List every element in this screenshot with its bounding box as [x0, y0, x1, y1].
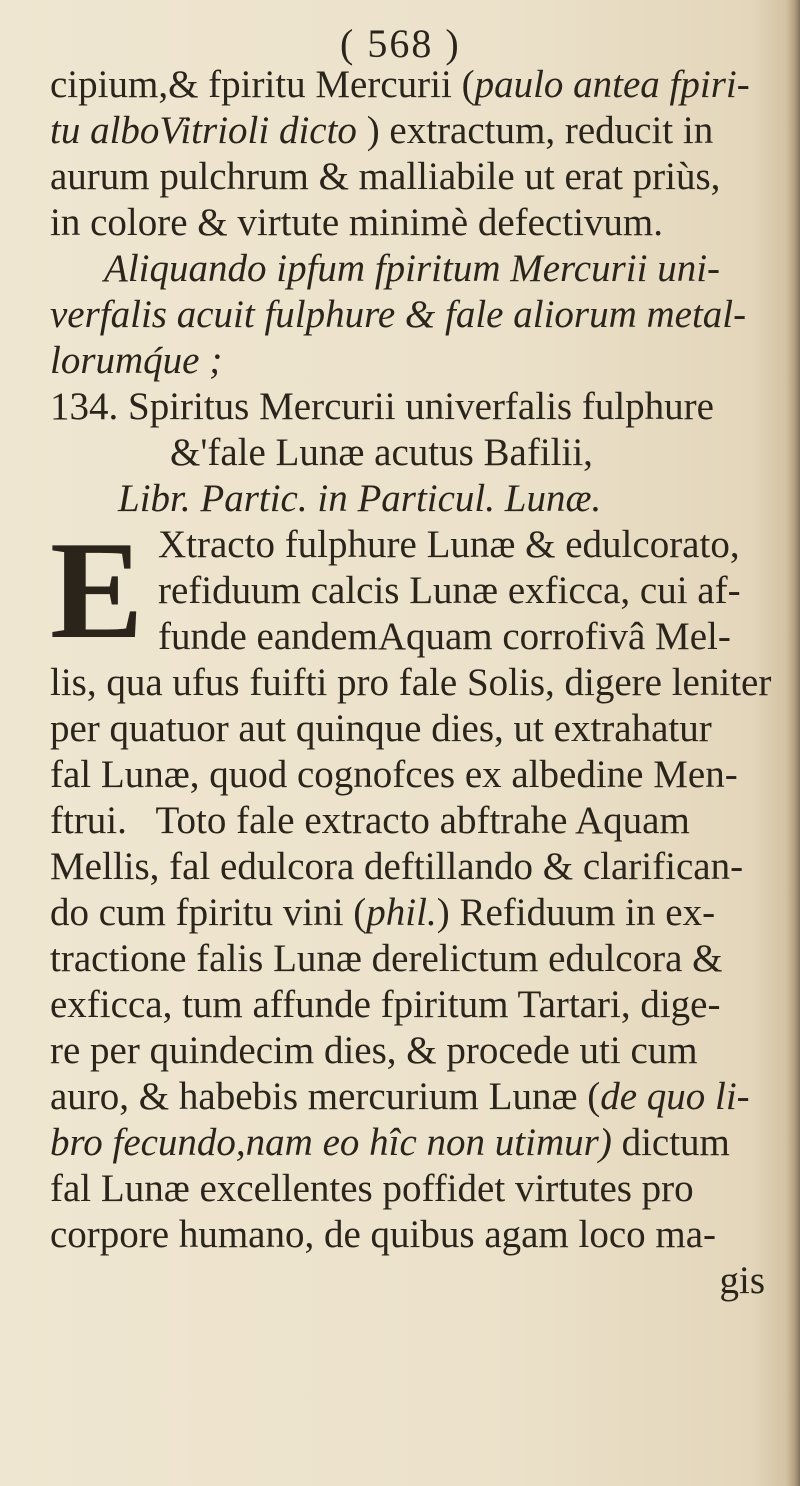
page-text — [50, 62, 795, 1304]
text-line: Xtracto fulphure Lunæ & edulcorato, — [158, 523, 740, 566]
text-line: re per quindecim dies, & procede uti cum — [50, 1029, 698, 1072]
text-line: aurum pulchrum & malliabile ut erat priùs, — [50, 155, 721, 198]
text-line: fal Lunæ excellentes poffidet virtutes pro — [50, 1167, 694, 1210]
text-line: lis, qua ufus fuifti pro fale Solis, digere leniter — [50, 661, 772, 704]
text-line: refiduum calcis Lunæ exficca, cui af- — [158, 569, 741, 612]
text-line: per quatuor aut quinque dies, ut extrahatur — [50, 707, 712, 750]
catchword: gis — [719, 1259, 765, 1302]
text-line: cipium,& fpiritu Mercurii (paulo antea fpiri- — [50, 63, 750, 106]
text-line: Mellis, fal edulcora deftillando & clarifican- — [50, 845, 744, 888]
text-line: ftrui. Toto fale extracto abftrahe Aquam — [50, 799, 690, 842]
drop-cap-letter: E — [50, 513, 144, 668]
text-line: corpore humano, de quibus agam loco ma- — [50, 1213, 717, 1256]
text-line: in colore & virtute minimè defectivum. — [50, 201, 663, 244]
text-line: auro, & habebis mercurium Lunæ (de quo li- — [50, 1075, 750, 1118]
italic-paragraph-line: verfalis acuit fulphure & fale aliorum metal- — [50, 293, 747, 336]
text-line: do cum fpiritu vini (phil.) Refiduum in ex- — [50, 891, 716, 934]
italic-paragraph-line: Aliquando ipfum fpiritum Mercurii uni- — [104, 247, 721, 290]
section-source: Libr. Partic. in Particul. Lunæ. — [118, 477, 602, 520]
page-number: ( 568 ) — [340, 21, 461, 66]
text-line: bro fecundo,nam eo hîc non utimur) dictum — [50, 1121, 730, 1164]
text-line: funde eandemAquam corrofivâ Mel- — [158, 615, 731, 658]
text-line: tractione falis Lunæ derelictum edulcora & — [50, 937, 723, 980]
text-line: fal Lunæ, quod cognofces ex albedine Men- — [50, 753, 738, 796]
dropcap-paragraph — [50, 513, 795, 668]
italic-paragraph-line: lorumq́ue ; — [50, 339, 223, 382]
section-heading: &'fale Lunæ acutus Bafilii, — [170, 431, 593, 474]
text-line: tu alboVitrioli dicto ) extractum, reducit in — [50, 109, 714, 152]
section-heading: 134. Spiritus Mercurii univerfalis fulphure — [50, 385, 714, 428]
text-line: exficca, tum affunde fpiritum Tartari, dige- — [50, 983, 721, 1026]
